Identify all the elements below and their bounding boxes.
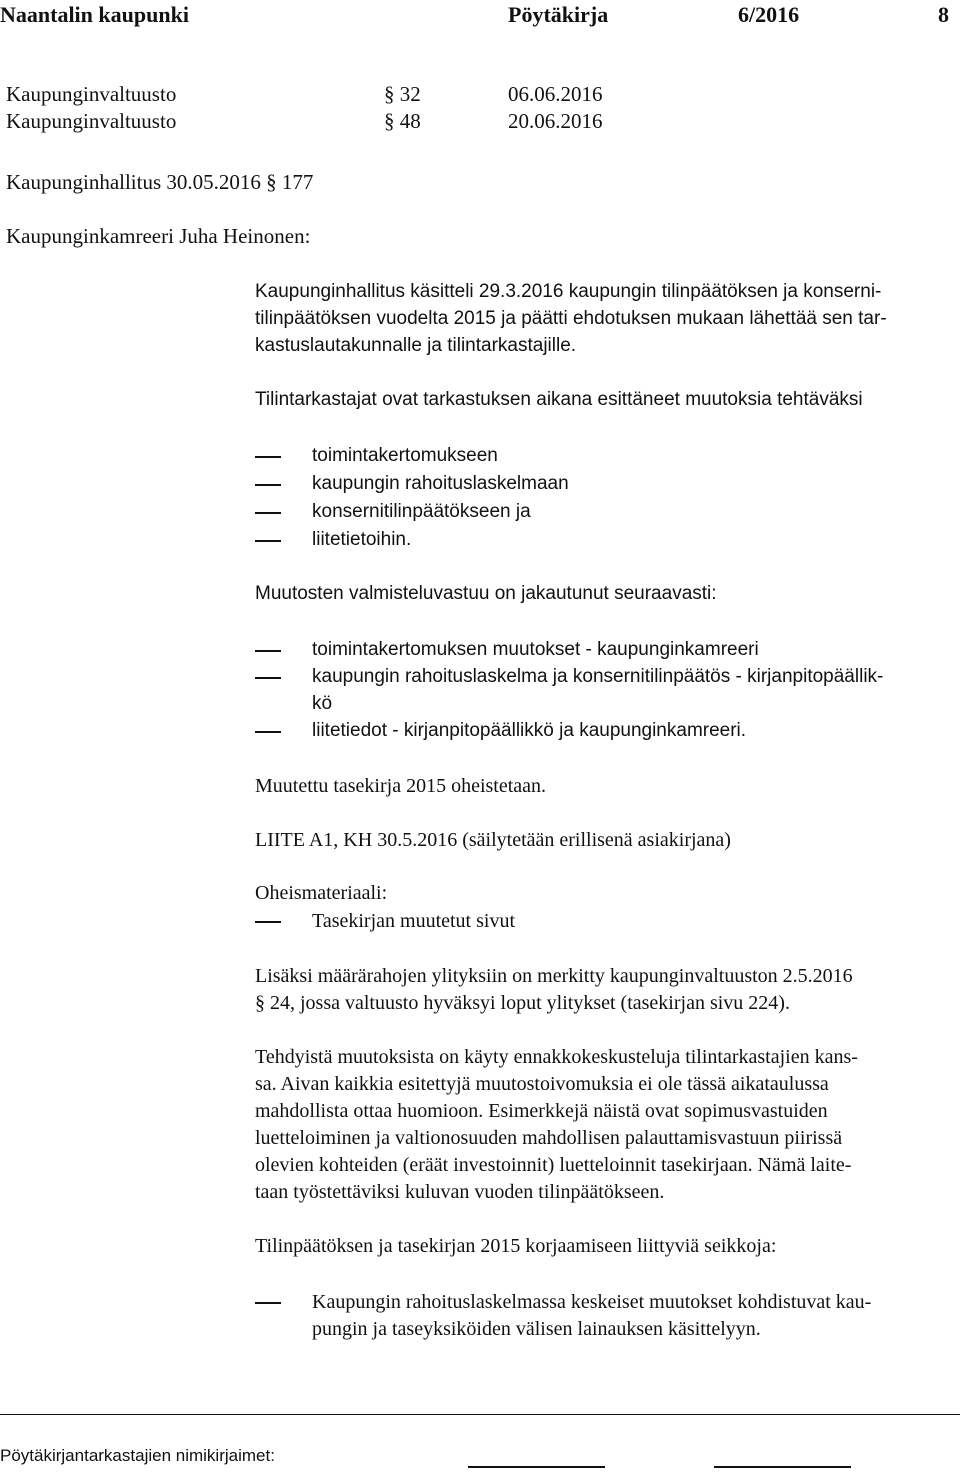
materials-item: Tasekirjan muutetut sivut — [312, 910, 516, 932]
board-reference: Kaupunginhallitus 30.05.2016 § 177 — [6, 170, 314, 194]
intro-line: tilinpäätöksen vuodelta 2015 ja päätti ehdotuksen mukaan lähettää sen tar- — [255, 308, 887, 329]
signature-label: Pöytäkirjantarkastajien nimikirjaimet: — [0, 1446, 275, 1465]
budget-line: Lisäksi määrärahojen ylityksiin on merkitty kaupunginvaltuuston 2.5.2016 — [255, 965, 853, 987]
attachment-reference: LIITE A1, KH 30.5.2016 (säilytetään erillisenä asiakirjana) — [255, 829, 731, 851]
list-bullet-dash — [255, 1302, 281, 1304]
list-bullet-dash — [255, 921, 281, 923]
changes-intro: Tilintarkastajat ovat tarkastuksen aikana esittäneet muutoksia tehtäväksi — [255, 389, 863, 410]
presenter: Kaupunginkamreeri Juha Heinonen: — [6, 224, 311, 248]
changes-list-item: liitetietoihin. — [312, 529, 412, 550]
changes-list-item: konsernitilinpäätökseen ja — [312, 501, 531, 522]
ref-paragraph: § 32 — [384, 82, 421, 106]
header-page-number: 8 — [938, 2, 949, 27]
responsibility-item-continued: kö — [312, 693, 333, 714]
issues-item: Kaupungin rahoituslaskelmassa keskeiset muutokset kohdistuvat kau- — [312, 1291, 872, 1313]
list-bullet-dash — [255, 512, 281, 514]
intro-line: kastuslautakunnalle ja tilintarkastajille. — [255, 335, 577, 356]
discussion-line: taan työstettäviksi kuluvan vuoden tilinpäätökseen. — [255, 1181, 665, 1203]
discussion-line: luetteloiminen ja valtionosuuden mahdollisen palauttamisvastuun piirissä — [255, 1127, 843, 1149]
signature-line — [468, 1466, 605, 1468]
list-bullet-dash — [255, 731, 281, 733]
header-city: Naantalin kaupunki — [0, 2, 189, 27]
issues-item-continued: pungin ja taseyksiköiden välisen lainauksen käsittelyyn. — [312, 1318, 761, 1340]
header-issue: 6/2016 — [738, 2, 800, 27]
ref-body: Kaupunginvaltuusto — [6, 82, 177, 106]
ref-date: 06.06.2016 — [508, 82, 603, 106]
discussion-line: olevien kohteiden (eräät investoinnit) luetteloinnit tasekirjaan. Nämä laite- — [255, 1154, 852, 1176]
discussion-line: sa. Aivan kaikkia esitettyjä muutostoivomuksia ei ole tässä aikataulussa — [255, 1073, 829, 1095]
header-doc-type: Pöytäkirja — [508, 2, 609, 27]
list-bullet-dash — [255, 484, 281, 486]
responsibility-item: toimintakertomuksen muutokset - kaupunginkamreeri — [312, 639, 759, 660]
footer-divider — [0, 1414, 960, 1415]
changes-list-item: toimintakertomukseen — [312, 445, 498, 466]
discussion-line: Tehdyistä muutoksista on käyty ennakkokeskusteluja tilintarkastajien kans- — [255, 1046, 858, 1068]
intro-line: Kaupunginhallitus käsitteli 29.3.2016 kaupungin tilinpäätöksen ja konserni- — [255, 281, 882, 302]
responsibility-item: liitetiedot - kirjanpitopäällikkö ja kaupunginkamreeri. — [312, 720, 747, 741]
list-bullet-dash — [255, 540, 281, 542]
ref-date: 20.06.2016 — [508, 109, 603, 133]
ref-paragraph: § 48 — [384, 109, 421, 133]
issues-intro: Tilinpäätöksen ja tasekirjan 2015 korjaamiseen liittyviä seikkoja: — [255, 1235, 777, 1257]
list-bullet-dash — [255, 650, 281, 652]
signature-line — [714, 1466, 851, 1468]
materials-label: Oheismateriaali: — [255, 882, 388, 904]
amended-statement: Muutettu tasekirja 2015 oheistetaan. — [255, 775, 547, 797]
responsibility-item: kaupungin rahoituslaskelma ja konsernitilinpäätös - kirjanpitopäällik- — [312, 666, 884, 687]
changes-list-item: kaupungin rahoituslaskelmaan — [312, 473, 569, 494]
ref-body: Kaupunginvaltuusto — [6, 109, 177, 133]
discussion-line: mahdollista ottaa huomioon. Esimerkkejä näistä ovat sopimusvastuiden — [255, 1100, 828, 1122]
responsibility-intro: Muutosten valmisteluvastuu on jakautunut seuraavasti: — [255, 583, 717, 604]
list-bullet-dash — [255, 677, 281, 679]
list-bullet-dash — [255, 456, 281, 458]
budget-line: § 24, jossa valtuusto hyväksyi loput ylitykset (tasekirjan sivu 224). — [255, 992, 790, 1014]
